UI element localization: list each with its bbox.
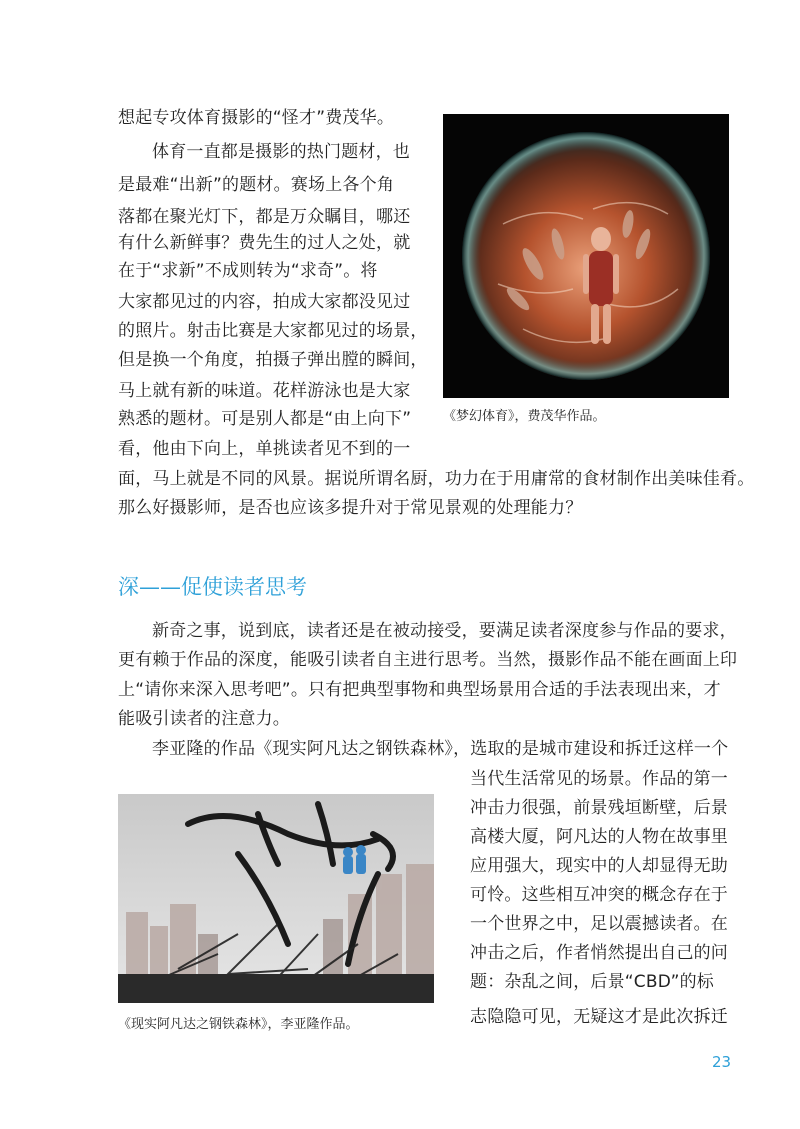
text-line: 那么好摄影师，是否也应该多提升对于常见景观的处理能力？ bbox=[118, 498, 583, 518]
text-line: 在于“求新”不成则转为“求奇”。将 bbox=[118, 261, 378, 281]
text-line: 应用强大，现实中的人却显得无助 bbox=[470, 856, 728, 876]
text-line: 想起专攻体育摄影的“怪才”费茂华。 bbox=[118, 108, 395, 128]
photo-caption: 《现实阿凡达之钢铁森林》，李亚隆作品。 bbox=[118, 1017, 359, 1032]
photo-steel-forest bbox=[118, 794, 434, 1003]
page-number: 23 bbox=[712, 1053, 732, 1071]
text-line: 但是换一个角度，拍摄子弹出膛的瞬间， bbox=[118, 350, 428, 370]
photo-synchronized-swimming bbox=[443, 114, 729, 398]
text-line: 看，他由下向上，单挑读者见不到的一 bbox=[118, 439, 411, 459]
text-line: 当代生活常见的场景。作品的第一 bbox=[470, 769, 728, 789]
text-line: 能吸引读者的注意力。 bbox=[118, 709, 290, 729]
text-line: 上“请你来深入思考吧”。只有把典型事物和典型场景用合适的手法表现出来，才 bbox=[118, 680, 721, 700]
section-heading: 深——促使读者思考 bbox=[118, 575, 307, 599]
text-line: 的照片。射击比赛是大家都见过的场景， bbox=[118, 321, 428, 341]
text-line: 面，马上就是不同的风景。据说所谓名厨，功力在于用庸常的食材制作出美味佳肴。 bbox=[118, 469, 755, 489]
text-line: 更有赖于作品的深度，能吸引读者自主进行思考。当然，摄影作品不能在画面上印 bbox=[118, 650, 738, 670]
text-line: 体育一直都是摄影的热门题材，也 bbox=[152, 142, 410, 162]
text-line: 熟悉的题材。可是别人都是“由上向下” bbox=[118, 409, 412, 429]
text-line: 马上就有新的味道。花样游泳也是大家 bbox=[118, 381, 411, 401]
text-line: 志隐隐可见，无疑这才是此次拆迁 bbox=[470, 1007, 728, 1027]
text-line: 是最难“出新”的题材。赛场上各个角 bbox=[118, 175, 395, 195]
text-line: 一个世界之中，足以震撼读者。在 bbox=[470, 914, 728, 934]
text-line: 冲击力很强，前景残垣断壁，后景 bbox=[470, 798, 728, 818]
text-line: 有什么新鲜事？费先生的过人之处，就 bbox=[118, 233, 411, 253]
text-line: 题：杂乱之间，后景“CBD”的标 bbox=[470, 972, 714, 992]
text-line: 落都在聚光灯下，都是万众瞩目，哪还 bbox=[118, 207, 411, 227]
text-line: 李亚隆的作品《现实阿凡达之钢铁森林》，选取的是城市建设和拆迁这样一个 bbox=[152, 739, 729, 759]
photo-caption: 《梦幻体育》，费茂华作品。 bbox=[443, 409, 606, 424]
text-line: 可怜。这些相互冲突的概念存在于 bbox=[470, 885, 728, 905]
text-line: 新奇之事，说到底，读者还是在被动接受，要满足读者深度参与作品的要求， bbox=[152, 621, 737, 641]
text-line: 高楼大厦，阿凡达的人物在故事里 bbox=[470, 827, 728, 847]
text-line: 大家都见过的内容，拍成大家都没见过 bbox=[118, 292, 411, 312]
text-line: 冲击之后，作者悄然提出自己的问 bbox=[470, 943, 728, 963]
